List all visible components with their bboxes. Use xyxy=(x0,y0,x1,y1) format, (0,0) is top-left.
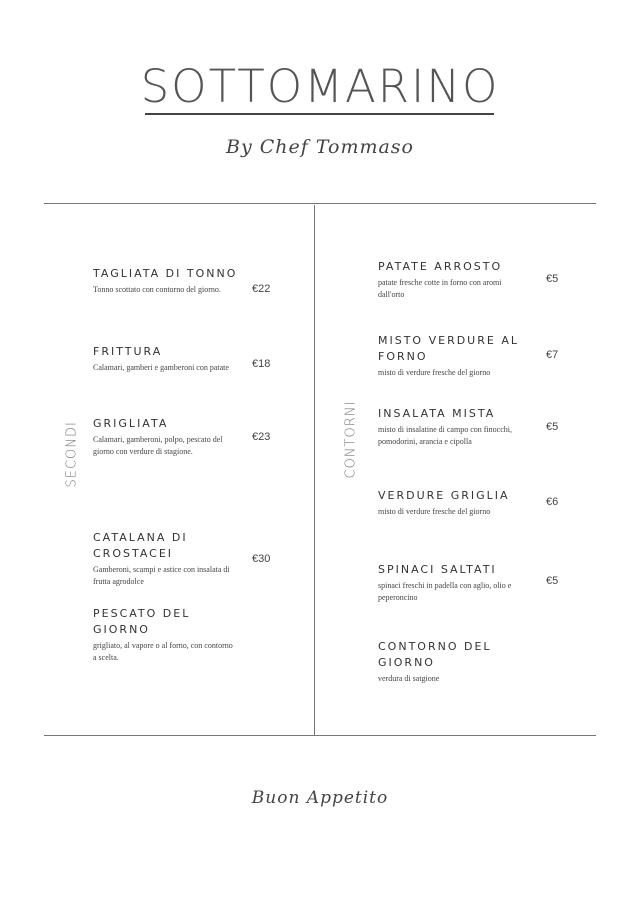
item-name: INSALATA MISTA xyxy=(378,407,496,420)
footer-greeting: Buon Appetito xyxy=(251,788,389,808)
item-name: CATALANA DI CROSTACEI xyxy=(93,531,188,560)
chef-subtitle: By Chef Tommaso xyxy=(225,136,414,158)
item-name: TAGLIATA DI TONNO xyxy=(93,267,238,280)
item-description: Calamari, gamberi e gamberoni con patate xyxy=(93,363,229,372)
restaurant-title: SOTTOMARINO xyxy=(140,60,500,113)
menu-item xyxy=(378,333,528,379)
item-price: €5 xyxy=(546,575,559,587)
item-price: €18 xyxy=(252,358,271,370)
item-description: Tonno scottato con contorno del giorno. xyxy=(93,285,221,294)
menu-item xyxy=(378,639,528,685)
bottom-divider xyxy=(44,735,596,736)
item-price: €22 xyxy=(252,283,271,295)
section-label-secondi: SECONDI xyxy=(64,421,80,488)
item-name: CONTORNO DEL GIORNO xyxy=(378,640,492,669)
column-divider xyxy=(314,205,315,735)
item-description: misto di verdure fresche del giorno xyxy=(378,507,491,516)
menu-item xyxy=(378,406,528,448)
item-price: €5 xyxy=(546,273,559,285)
item-description: patate fresche cotte in forno con aromi dall'orto xyxy=(378,278,502,299)
menu-item xyxy=(93,266,238,296)
menu-item xyxy=(93,530,238,588)
item-description: Gamberoni, scampi e astice con insalata di frutta agrodolce xyxy=(93,565,230,586)
item-name: MISTO VERDURE AL FORNO xyxy=(378,334,519,363)
menu-item xyxy=(378,488,528,518)
item-description: grigliato, al vapore o al forno, con contorno a scelta. xyxy=(93,641,233,662)
item-price: €23 xyxy=(252,431,271,443)
item-name: GRIGLIATA xyxy=(93,417,169,430)
menu-item xyxy=(93,344,238,374)
item-name: SPINACI SALTATI xyxy=(378,563,497,576)
top-divider xyxy=(44,203,596,204)
menu-item xyxy=(378,259,528,301)
menu-item xyxy=(93,416,238,458)
menu-item xyxy=(93,606,238,664)
item-description: misto di insalatine di campo con finocchi, pomodorini, arancia e cipolla xyxy=(378,425,512,446)
item-name: PATATE ARROSTO xyxy=(378,260,503,273)
item-price: €6 xyxy=(546,496,559,508)
item-description: misto di verdure fresche del giorno xyxy=(378,368,491,377)
item-name: PESCATO DEL GIORNO xyxy=(93,607,191,636)
title-underline xyxy=(145,113,494,115)
section-label-contorni: CONTORNI xyxy=(343,400,359,479)
item-price: €30 xyxy=(252,553,271,565)
item-description: spinaci freschi in padella con aglio, olio e peperoncino xyxy=(378,581,512,602)
item-description: verdura di satgione xyxy=(378,674,440,683)
item-description: Calamari, gamberoni, polpo, pescato del giorno con verdure di stagione. xyxy=(93,435,223,456)
item-name: FRITTURA xyxy=(93,345,163,358)
menu-item xyxy=(378,562,528,604)
item-price: €5 xyxy=(546,421,559,433)
item-price: €7 xyxy=(546,349,559,361)
item-name: VERDURE GRIGLIA xyxy=(378,489,510,502)
